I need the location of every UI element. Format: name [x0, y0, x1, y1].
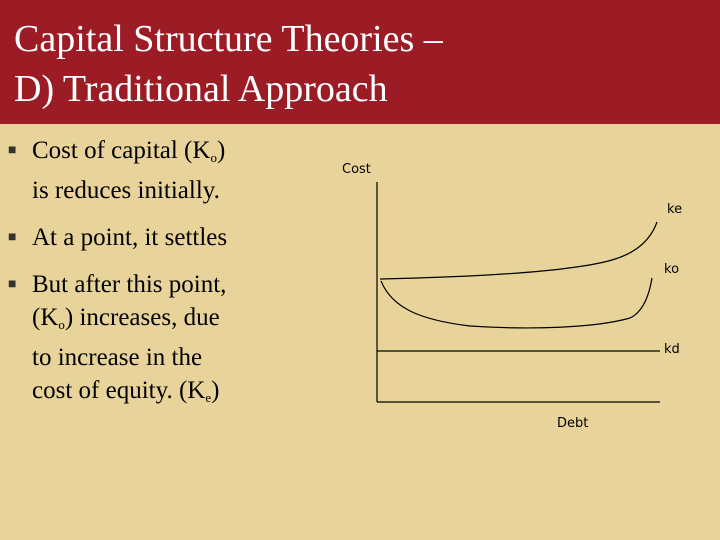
bullet-1-line-2: is reduces initially.	[32, 177, 220, 204]
square-bullet-icon: ■	[8, 230, 17, 245]
kd-label: kd	[664, 342, 680, 357]
bullet-3-line-2-end: ) increases, due	[64, 304, 220, 331]
bullet-2-text: At a point, it settles	[32, 224, 228, 251]
ke-curve	[380, 222, 657, 279]
subscript: o	[210, 150, 217, 165]
y-axis-label: Cost	[342, 162, 371, 177]
bullet-3-line-2: (K	[32, 304, 59, 331]
ko-curve	[381, 278, 652, 328]
square-bullet-icon: ■	[8, 277, 17, 292]
subscript: e	[205, 390, 212, 405]
bullet-1-text: Cost of capital (K	[32, 137, 211, 164]
bullet-1-text-end: )	[216, 137, 226, 164]
ke-label: ke	[667, 202, 683, 217]
bullet-3-line-4-end: )	[211, 377, 220, 404]
slide-title-line-2: D) Traditional Approach	[14, 68, 388, 110]
x-axis-label: Debt	[557, 416, 589, 431]
bullet-3-line-1: But after this point,	[32, 271, 227, 298]
bullet-3-line-4: cost of equity. (K	[32, 377, 206, 404]
square-bullet-icon: ■	[8, 143, 17, 158]
bullet-3-line-3: to increase in the	[32, 344, 203, 371]
ko-label: ko	[664, 262, 680, 277]
subscript: o	[58, 317, 65, 332]
slide-title-line-1: Capital Structure Theories –	[14, 18, 443, 60]
